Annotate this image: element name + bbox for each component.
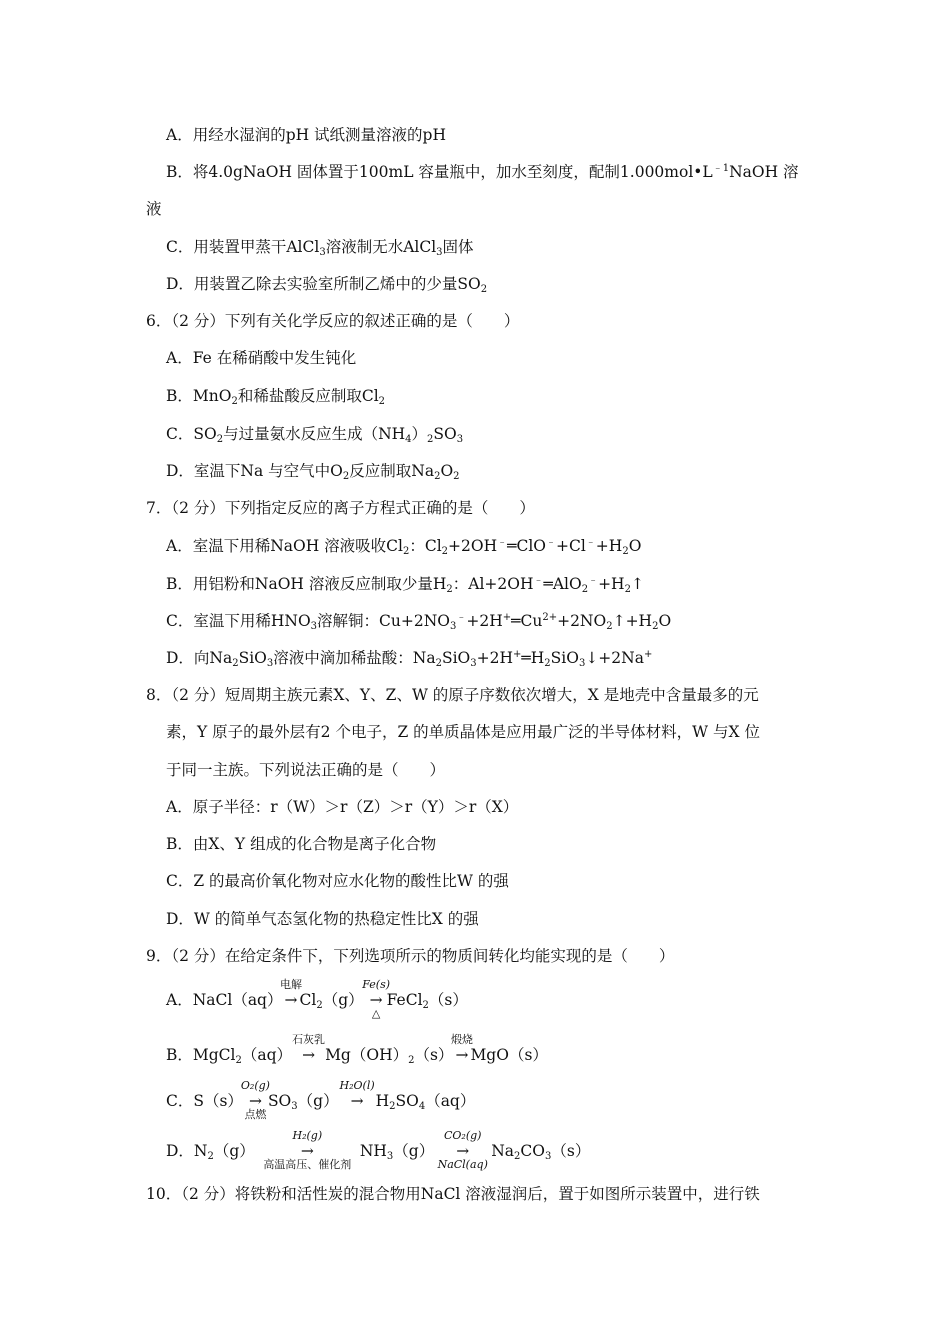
q9-option-a: A．NaCl（aq） 电解 → $Cl_2(g)$ Fe(s) → △ FeCl$_2$（s）: [166, 978, 468, 1020]
q10-stem: 10．（2 分）将铁粉和活性炭的混合物用NaCl 溶液湿润后，置于如图所示装置中，进行铁: [146, 1185, 760, 1203]
q6-stem: 6．（2 分）下列有关化学反应的叙述正确的是（ ）: [146, 312, 520, 330]
q5-option-a: A．用经水湿润的pH 试纸测量溶液的pH: [166, 126, 447, 144]
q7-option-b: B．用铝粉和NaOH 溶液反应制取少量$H_2$：$Al+2OH^﹣═AlO_2^﹣+H_2↑$: [166, 575, 644, 595]
q5-option-b-continued: 液: [146, 200, 162, 218]
reaction-arrow: 石灰乳 →: [292, 1033, 326, 1064]
q5-option-b: B．将4.0gNaOH 固体置于100mL 容量瓶中，加水至刻度，配制$1.000mol•L^{﹣1}NaOH$ 溶: [166, 163, 799, 181]
reaction-arrow: Fe(s) → △: [362, 978, 391, 1020]
q8-stem-line1: 8．（2 分）短周期主族元素X、Y、Z、W 的原子序数依次增大，X 是地壳中含量最多的元: [146, 686, 759, 704]
q8-option-d: D．W 的简单气态氢化物的热稳定性比X 的强: [166, 910, 479, 928]
q6-option-c: C．$SO_2$与过量氨水反应生成$(NH_4)_2SO_3$: [166, 425, 464, 445]
reaction-arrow: CO₂(g) → NaCl(aq): [437, 1129, 488, 1171]
q7-option-d: D．向$Na_2SiO_3$溶液中滴加稀盐酸：$Na_2SiO_3+2H^+═H_2SiO_3↓+2Na^+$: [166, 649, 653, 669]
reaction-arrow: O₂(g) → 点燃: [240, 1079, 270, 1121]
q5-option-d: D．用装置乙除去实验室所制乙烯中的少量$SO_2$: [166, 275, 488, 295]
q7-option-c: C．室温下用稀$HNO_3$溶解铜：$Cu+2NO_3^﹣+2H^+═Cu^{2+}+2NO_2↑+H_2O$: [166, 612, 672, 632]
reaction-arrow: 电解 →: [279, 978, 302, 1009]
q8-option-a: A．原子半径：r（W）＞r（Z）＞r（Y）＞r（X）: [166, 798, 519, 816]
q8-option-b: B．由X、Y 组成的化合物是离子化合物: [166, 835, 437, 853]
reaction-arrow: H₂(g) → 高温高压、催化剂: [263, 1129, 352, 1171]
q6-option-d: D．室温下Na 与空气中$O_2$反应制取$Na_2O_2$: [166, 462, 460, 482]
q7-option-a: A．室温下用稀NaOH 溶液吸收$Cl_2$：$Cl_2+2OH^﹣═ClO^﹣+Cl^﹣+H_2O$: [166, 537, 642, 557]
q9-option-d: D．$N_2(g)$ H₂(g) → 高温高压、催化剂 $NH_3(g)$ CO₂(g) → NaCl(aq) $Na_2CO_3(s)$: [166, 1129, 591, 1171]
q7-stem: 7．（2 分）下列指定反应的离子方程式正确的是（ ）: [146, 499, 535, 517]
reaction-arrow: H₂O(l) →: [339, 1079, 375, 1110]
q9-option-b: B．MgCl$_2$（aq） 石灰乳 → $Mg(OH)_2(s)$ 煅烧 → MgO（s）: [166, 1033, 548, 1066]
q5-option-c: C．用装置甲蒸干AlCl$_3$溶液制无水AlCl$_3$固体: [166, 238, 474, 258]
q6-option-b: B．MnO$_2$和稀盐酸反应制取$Cl_2$: [166, 387, 386, 407]
q8-stem-line3: 于同一主族。下列说法正确的是（ ）: [166, 761, 446, 779]
q8-option-c: C．Z 的最高价氧化物对应水化物的酸性比W 的强: [166, 872, 509, 890]
q6-option-a: A．Fe 在稀硝酸中发生钝化: [166, 349, 357, 367]
q9-option-c: C．S（s） O₂(g) → 点燃 $SO_3(g)$ H₂O(l) → $H_2SO_4(aq)$: [166, 1079, 476, 1121]
reaction-arrow: 煅烧 →: [450, 1033, 473, 1064]
q8-stem-line2: 素，Y 原子的最外层有2 个电子，Z 的单质晶体是应用最广泛的半导体材料，W 与X 位: [166, 723, 760, 741]
q9-stem: 9．（2 分）在给定条件下，下列选项所示的物质间转化均能实现的是（ ）: [146, 947, 675, 965]
